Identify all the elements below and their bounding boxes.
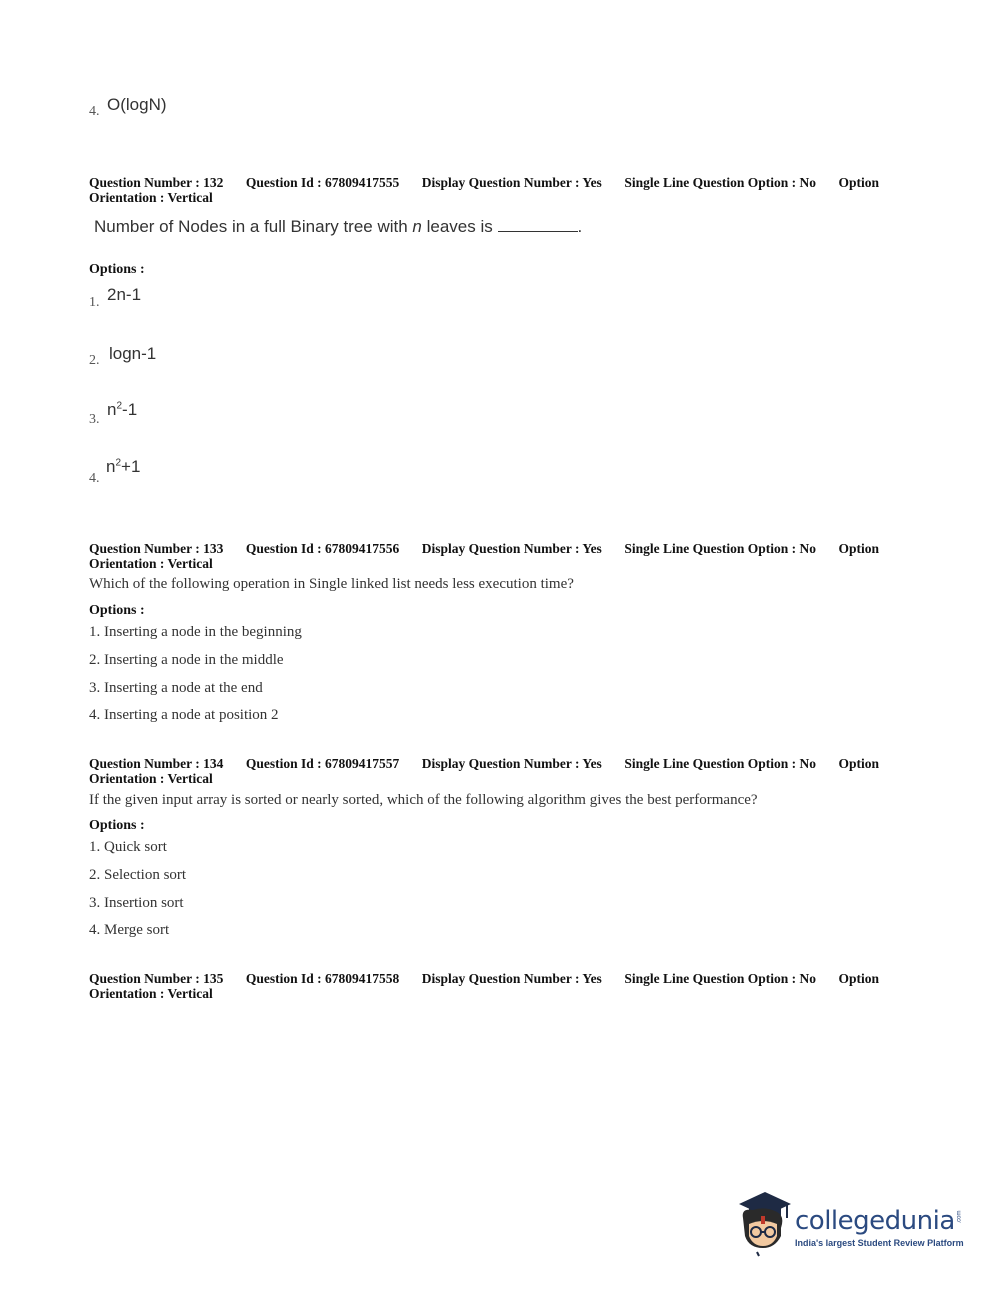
q132-option-3-base: n <box>107 400 117 419</box>
q133-orientation: Orientation : Vertical <box>89 556 213 571</box>
logo-name: collegedunia <box>795 1206 955 1236</box>
q132-option-4 <box>106 457 140 477</box>
q135-id: Question Id : 67809417558 <box>245 971 400 986</box>
q132-question-var: n <box>412 217 422 236</box>
q132-option-4-number: 4. <box>89 471 100 486</box>
q134-options-label: Options : <box>89 818 145 833</box>
q132-options-label: Options : <box>89 262 145 277</box>
q133-option-4: 4. Inserting a node at position 2 <box>89 707 279 723</box>
q132-option-1: 2n-1 <box>107 285 142 304</box>
q132-question-pre: Number of Nodes in a full Binary tree with <box>94 217 413 236</box>
mascot-icon <box>735 1188 793 1258</box>
q134-number: Question Number : 134 <box>89 756 224 771</box>
q132-display: Display Question Number : Yes <box>421 175 602 190</box>
q132-orientation: Orientation : Vertical <box>89 190 213 205</box>
q132-option-4-sup: 2 <box>115 457 122 469</box>
q134-option-3: 3. Insertion sort <box>89 895 184 911</box>
q132-option: Option <box>838 175 879 190</box>
q133-option: Option <box>838 541 879 556</box>
q132-question-post: leaves is <box>421 217 493 236</box>
q132-option-3-sup: 2 <box>116 400 123 412</box>
q135-number: Question Number : 135 <box>89 971 224 986</box>
q133-display: Display Question Number : Yes <box>421 541 602 556</box>
q132-option-1-number: 1. <box>89 295 100 310</box>
q135-header <box>89 971 879 1001</box>
q134-orientation: Orientation : Vertical <box>89 771 213 786</box>
q134-header <box>89 756 879 786</box>
q134-single-line: Single Line Question Option : No <box>624 756 816 771</box>
q132-option-3-number: 3. <box>89 412 100 427</box>
q134-question: If the given input array is sorted or nearly sorted, which of the following algorithm gives the best performance? <box>89 792 758 808</box>
q133-option-3: 3. Inserting a node at the end <box>89 680 263 696</box>
q133-option-2: 2. Inserting a node in the middle <box>89 652 284 668</box>
q133-options-label: Options : <box>89 603 145 618</box>
collegedunia-logo <box>735 1188 965 1258</box>
q132-option-4-rest: +1 <box>121 457 141 476</box>
q134-option-2: 2. Selection sort <box>89 867 187 883</box>
q132-blank <box>498 219 578 232</box>
q133-id: Question Id : 67809417556 <box>245 541 400 556</box>
q132-single-line: Single Line Question Option : No <box>624 175 816 190</box>
q135-display: Display Question Number : Yes <box>421 971 602 986</box>
q133-option-1: 1. Inserting a node in the beginning <box>89 624 302 640</box>
q133-single-line: Single Line Question Option : No <box>624 541 816 556</box>
logo-tagline: India's largest Student Review Platform <box>795 1238 964 1248</box>
q134-option-4: 4. Merge sort <box>89 922 170 938</box>
q135-single-line: Single Line Question Option : No <box>624 971 816 986</box>
q134-option-1: 1. Quick sort <box>89 839 167 855</box>
q135-option: Option <box>838 971 879 986</box>
q132-option-3-rest: -1 <box>122 400 138 419</box>
q133-number: Question Number : 133 <box>89 541 224 556</box>
q132-question-end: . <box>577 217 583 236</box>
q134-display: Display Question Number : Yes <box>421 756 602 771</box>
q133-question: Which of the following operation in Single linked list needs less execution time? <box>89 576 574 592</box>
q132-option-2: logn-1 <box>109 344 157 363</box>
q132-number: Question Number : 132 <box>89 175 224 190</box>
q132-option-2-number: 2. <box>89 353 100 368</box>
q132-id: Question Id : 67809417555 <box>245 175 400 190</box>
q132-header <box>89 175 879 205</box>
q132-question <box>94 217 582 237</box>
q135-orientation: Orientation : Vertical <box>89 986 213 1001</box>
q134-option: Option <box>838 756 879 771</box>
logo-com: .com <box>956 1210 963 1224</box>
prev-option-4-text: O(logN) <box>107 95 167 114</box>
q134-id: Question Id : 67809417557 <box>245 756 400 771</box>
q132-option-3 <box>107 400 137 420</box>
prev-option-4-number: 4. <box>89 104 100 119</box>
q132-option-4-base: n <box>106 457 116 476</box>
q133-header <box>89 541 879 571</box>
